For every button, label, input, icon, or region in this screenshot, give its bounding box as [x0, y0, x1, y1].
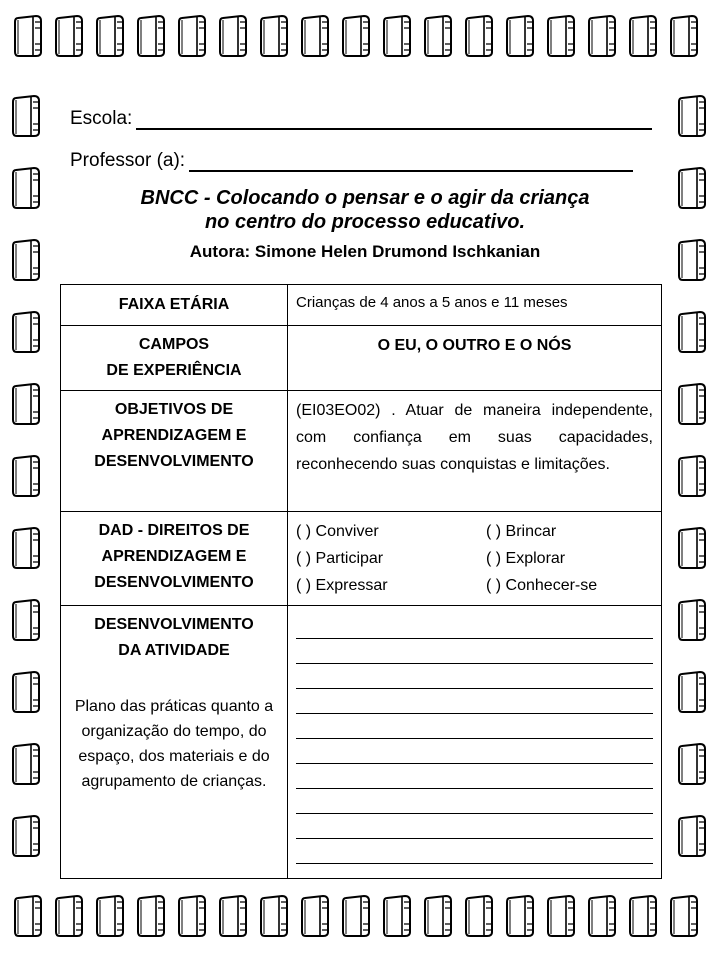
- write-line[interactable]: [296, 839, 653, 864]
- dad-options: [288, 512, 662, 606]
- book-icon: [586, 894, 618, 938]
- book-icon: [217, 894, 249, 938]
- book-icon: [627, 14, 659, 58]
- write-line[interactable]: [296, 639, 653, 664]
- book-icon: [10, 742, 42, 786]
- book-icon: [422, 14, 454, 58]
- book-icon: [676, 742, 708, 786]
- book-icon: [258, 894, 290, 938]
- book-icon: [10, 526, 42, 570]
- age-label: FAIXA ETÁRIA: [61, 285, 288, 326]
- dad-label-line2: APRENDIZAGEM E: [101, 548, 247, 565]
- lesson-plan-table: [60, 284, 662, 879]
- book-icon: [258, 14, 290, 58]
- dad-label-line3: DESENVOLVIMENTO: [94, 574, 254, 591]
- fields-value: O EU, O OUTRO E O NÓS: [288, 326, 662, 391]
- table-row: [61, 326, 662, 391]
- write-line[interactable]: [296, 689, 653, 714]
- write-line[interactable]: [296, 714, 653, 739]
- teacher-field[interactable]: [70, 150, 633, 172]
- book-icon: [676, 598, 708, 642]
- book-icon: [545, 14, 577, 58]
- book-icon: [586, 14, 618, 58]
- book-icon: [676, 670, 708, 714]
- book-icon: [94, 14, 126, 58]
- dad-option-conviver[interactable]: ( ) Conviver: [296, 523, 379, 540]
- book-icon: [676, 166, 708, 210]
- dad-option-conhecer-se[interactable]: ( ) Conhecer-se: [486, 577, 598, 594]
- book-icon: [10, 454, 42, 498]
- book-icon: [676, 454, 708, 498]
- book-icon: [676, 94, 708, 138]
- dad-option-expressar[interactable]: ( ) Expressar: [296, 577, 388, 594]
- fields-label-line1: CAMPOS: [138, 336, 210, 353]
- fields-label-line2: DE EXPERIÊNCIA: [106, 362, 242, 379]
- book-icon: [10, 382, 42, 426]
- book-icon: [10, 238, 42, 282]
- book-icon: [10, 670, 42, 714]
- write-line[interactable]: [296, 764, 653, 789]
- table-row: [61, 512, 662, 606]
- book-icon: [299, 894, 331, 938]
- book-icon: [381, 14, 413, 58]
- book-icon: [381, 894, 413, 938]
- book-icon: [135, 894, 167, 938]
- book-icon: [10, 310, 42, 354]
- age-value: Crianças de 4 anos a 5 anos e 11 meses: [288, 285, 662, 326]
- school-label: Escola:: [70, 108, 133, 129]
- objectives-value: (EI03EO02) . Atuar de maneira independente, com confiança em suas capacidades, reconhecendo suas conquistas e limitações.: [288, 391, 662, 512]
- write-line[interactable]: [296, 614, 653, 639]
- bncc-title-line2: no centro do processo educativo.: [204, 211, 526, 233]
- book-icon: [12, 894, 44, 938]
- book-icon: [676, 814, 708, 858]
- book-icon: [217, 14, 249, 58]
- fields-label: [61, 326, 288, 391]
- book-icon: [676, 238, 708, 282]
- book-icon: [463, 894, 495, 938]
- book-icon: [627, 894, 659, 938]
- author: Autora: Simone Helen Drumond Ischkanian: [189, 242, 541, 261]
- book-icon: [176, 14, 208, 58]
- dad-option-participar[interactable]: ( ) Participar: [296, 550, 384, 567]
- book-icon: [504, 894, 536, 938]
- objectives-label-line3: DESENVOLVIMENTO: [94, 453, 254, 470]
- objectives-label-line1: OBJETIVOS DE: [114, 401, 234, 418]
- table-row: [61, 285, 662, 326]
- objectives-label-line2: APRENDIZAGEM E: [101, 427, 247, 444]
- school-line[interactable]: [136, 110, 652, 130]
- book-icon: [504, 14, 536, 58]
- dad-option-brincar[interactable]: ( ) Brincar: [486, 523, 557, 540]
- book-icon: [176, 894, 208, 938]
- activity-label-line2: DA ATIVIDADE: [118, 642, 230, 659]
- book-icon: [12, 14, 44, 58]
- book-icon: [676, 526, 708, 570]
- write-line[interactable]: [296, 814, 653, 839]
- write-line[interactable]: [296, 664, 653, 689]
- book-icon: [53, 894, 85, 938]
- book-icon: [676, 382, 708, 426]
- book-icon: [422, 894, 454, 938]
- book-icon: [53, 14, 85, 58]
- activity-write-area[interactable]: [288, 606, 662, 879]
- bncc-title-line1: BNCC - Colocando o pensar e o agir da criança: [140, 187, 590, 209]
- book-icon: [10, 598, 42, 642]
- teacher-label: Professor (a):: [70, 150, 186, 171]
- book-icon: [135, 14, 167, 58]
- book-icon: [10, 166, 42, 210]
- book-icon: [676, 310, 708, 354]
- write-line[interactable]: [296, 739, 653, 764]
- activity-label: [61, 606, 288, 879]
- book-icon: [299, 14, 331, 58]
- activity-label-line1: DESENVOLVIMENTO: [94, 616, 254, 633]
- table-row: [61, 606, 662, 879]
- book-icon: [340, 14, 372, 58]
- activity-note: Plano das práticas quanto a organização do tempo, do espaço, dos materiais e do agrupamento de crianças.: [74, 698, 274, 790]
- dad-label-line1: DAD - DIREITOS DE: [98, 522, 250, 539]
- book-icon: [340, 894, 372, 938]
- write-line[interactable]: [296, 789, 653, 814]
- book-icon: [463, 14, 495, 58]
- book-icon: [10, 94, 42, 138]
- book-icon: [94, 894, 126, 938]
- book-icon: [668, 14, 700, 58]
- school-field[interactable]: [70, 108, 652, 130]
- dad-label: [61, 512, 288, 606]
- objectives-label: [61, 391, 288, 512]
- book-icon: [545, 894, 577, 938]
- book-icon: [668, 894, 700, 938]
- dad-option-explorar[interactable]: ( ) Explorar: [486, 550, 566, 567]
- book-icon: [10, 814, 42, 858]
- table-row: [61, 391, 662, 512]
- bncc-title: [80, 186, 650, 234]
- teacher-line[interactable]: [189, 152, 633, 172]
